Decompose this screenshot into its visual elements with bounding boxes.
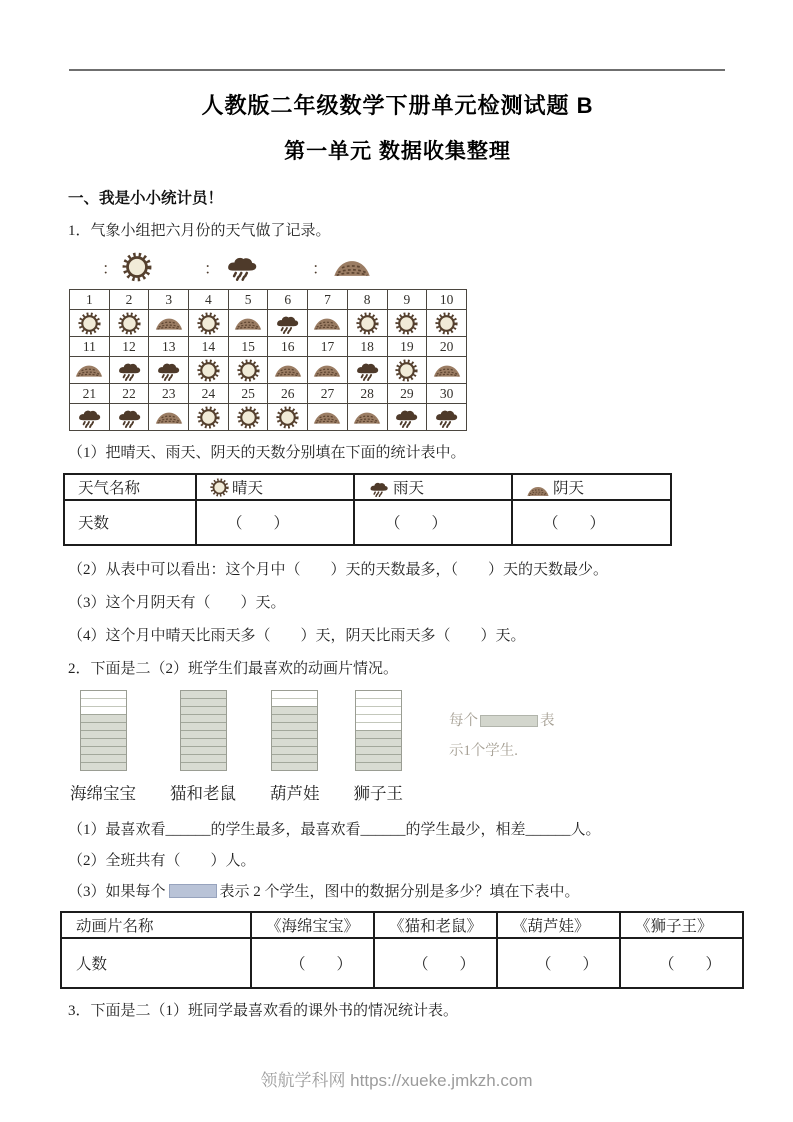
sun-icon <box>118 312 141 335</box>
cloudy-icon <box>526 484 550 497</box>
sun-icon <box>197 406 220 429</box>
calendar-day-number: 19 <box>387 337 427 357</box>
weather-calendar <box>69 289 467 431</box>
pictograph-cell <box>81 762 126 770</box>
pictograph-category-label: 葫芦娃 <box>270 783 320 803</box>
q2-sub3: （3）如果每个 表示 2 个学生，图中的数据分别是多少？填在下表中。 <box>68 884 580 900</box>
films-header: 《葫芦娃》 <box>497 912 620 938</box>
pictograph-cell <box>181 722 226 730</box>
calendar-day-number: 28 <box>347 384 387 404</box>
calendar-weather-cell <box>427 310 467 337</box>
calendar-weather-cell <box>308 310 348 337</box>
pictograph-cell <box>81 730 126 738</box>
cloudy-icon <box>154 409 184 425</box>
legend-colon: ： <box>102 260 119 278</box>
calendar-weather-cell <box>387 357 427 384</box>
calendar-day-number: 29 <box>387 384 427 404</box>
cloudy-icon <box>352 409 382 425</box>
legend-colon: ： <box>312 260 329 278</box>
calendar-weather-cell <box>347 404 387 431</box>
cloudy-icon <box>74 362 104 378</box>
calendar-weather-cell <box>347 357 387 384</box>
pictograph-column <box>354 690 404 804</box>
calendar-day-number: 18 <box>347 337 387 357</box>
calendar-day-number: 27 <box>308 384 348 404</box>
calendar-day-number: 24 <box>189 384 229 404</box>
pictograph-cell <box>181 762 226 770</box>
rain-cloud-icon <box>116 360 143 381</box>
q1-sub4: （4）这个月中晴天比雨天多（ ）天，阴天比雨天多（ ）天。 <box>68 628 526 644</box>
films-row-label: 人数 <box>61 938 251 988</box>
pictograph-legend-line1: 每个 表 <box>449 712 555 729</box>
calendar-weather-cell <box>149 404 189 431</box>
calendar-weather-cell <box>109 404 149 431</box>
pictograph-cell <box>181 698 226 706</box>
calendar-weather-cell <box>228 404 268 431</box>
calendar-day-number: 23 <box>149 384 189 404</box>
pictograph-cell <box>272 746 317 754</box>
calendar-weather-cell <box>189 310 229 337</box>
calendar-day-number: 26 <box>268 384 308 404</box>
page-subtitle: 第一单元 数据收集整理 <box>284 140 511 163</box>
calendar-weather-cell <box>268 310 308 337</box>
cloudy-icon <box>233 315 263 331</box>
films-header: 《海绵宝宝》 <box>251 912 374 938</box>
pictograph-cell <box>356 706 401 714</box>
rain-cloud-icon <box>393 407 420 428</box>
sun-icon <box>78 312 101 335</box>
films-answer-blank: （ ） <box>620 938 743 988</box>
pictograph-cell <box>272 762 317 770</box>
legend-colon: ： <box>204 260 221 278</box>
films-answer-blank: （ ） <box>251 938 374 988</box>
films-corner-label: 动画片名称 <box>61 912 251 938</box>
pictograph-cell <box>356 730 401 738</box>
pictograph-stack <box>80 690 127 771</box>
sun-icon <box>237 406 260 429</box>
films-answer-blank: （ ） <box>497 938 620 988</box>
calendar-day-number: 5 <box>228 290 268 310</box>
calendar-weather-cell <box>387 310 427 337</box>
calendar-weather-cell <box>387 404 427 431</box>
pictograph-legend-line2: 示1个学生. <box>449 742 518 759</box>
cloudy-icon <box>312 362 342 378</box>
calendar-day-number: 11 <box>70 337 110 357</box>
pictograph-cell <box>356 698 401 706</box>
q3-intro: 3．下面是二（1）班同学最喜欢看的课外书的情况统计表。 <box>68 1003 459 1020</box>
stats-header-label: 晴天 <box>232 479 264 497</box>
pictograph-cell <box>272 722 317 730</box>
calendar-day-number: 21 <box>70 384 110 404</box>
pictograph-cell <box>272 691 317 698</box>
pictograph-cell <box>81 698 126 706</box>
stats-answer-blank-cloudy: （ ） <box>512 500 671 545</box>
pictograph-cell <box>181 691 226 698</box>
highlighted-block <box>169 884 217 898</box>
legend-item-sun <box>102 252 152 282</box>
pictograph-cell <box>181 706 226 714</box>
calendar-day-number: 14 <box>189 337 229 357</box>
pictograph-cell <box>356 754 401 762</box>
stats-answer-blank-sun: （ ） <box>196 500 354 545</box>
pictograph-cell <box>81 746 126 754</box>
stats-header-rain <box>354 474 512 500</box>
legend-item-cloudy <box>312 256 372 279</box>
q2-sub1: （1）最喜欢看______的学生最多，最喜欢看______的学生最少，相差______人。 <box>68 821 601 838</box>
rain-cloud-icon <box>433 407 460 428</box>
calendar-weather-cell <box>149 357 189 384</box>
calendar-weather-cell <box>70 404 110 431</box>
rain-cloud-icon <box>274 313 301 334</box>
calendar-day-number: 17 <box>308 337 348 357</box>
pictograph-category-label: 狮子王 <box>353 783 403 803</box>
pictograph-stack <box>271 690 318 771</box>
calendar-day-number: 30 <box>427 384 467 404</box>
page-title: 人教版二年级数学下册单元检测试题 B <box>201 93 594 118</box>
calendar-day-number: 8 <box>347 290 387 310</box>
calendar-day-number: 2 <box>109 290 149 310</box>
pictograph-cell <box>272 730 317 738</box>
cloudy-icon <box>273 362 303 378</box>
sun-icon <box>395 359 418 382</box>
rain-cloud-icon <box>224 253 260 281</box>
calendar-weather-cell <box>347 310 387 337</box>
stats-answer-blank-rain: （ ） <box>354 500 512 545</box>
calendar-day-number: 16 <box>268 337 308 357</box>
calendar-weather-cell <box>228 310 268 337</box>
calendar-weather-cell <box>189 404 229 431</box>
q2-intro: 2．下面是二（2）班学生们最喜欢的动画片情况。 <box>68 661 399 678</box>
pictograph-cell <box>356 738 401 746</box>
sun-icon <box>435 312 458 335</box>
pictograph-legend <box>449 690 555 767</box>
calendar-weather-cell <box>70 357 110 384</box>
weather-stats-table <box>63 473 672 546</box>
rain-cloud-icon <box>116 407 143 428</box>
pictograph-cell <box>181 754 226 762</box>
pictograph-column <box>270 690 320 804</box>
pictograph-cell <box>356 714 401 722</box>
rain-cloud-icon <box>76 407 103 428</box>
sun-icon <box>197 312 220 335</box>
pictograph-cell <box>272 714 317 722</box>
pictograph-cell <box>181 746 226 754</box>
pictograph-cell <box>181 738 226 746</box>
calendar-day-number: 4 <box>189 290 229 310</box>
pictograph <box>70 690 727 804</box>
cloudy-icon <box>432 362 462 378</box>
stats-header-cloudy <box>512 474 671 500</box>
calendar-weather-cell <box>189 357 229 384</box>
pictograph-columns <box>70 690 437 804</box>
stats-header-sun <box>196 474 354 500</box>
films-answer-blank: （ ） <box>374 938 497 988</box>
weather-legend <box>102 249 727 285</box>
pictograph-column <box>170 690 236 804</box>
calendar-day-number: 22 <box>109 384 149 404</box>
calendar-weather-cell <box>109 310 149 337</box>
sun-icon <box>210 478 229 497</box>
calendar-day-number: 25 <box>228 384 268 404</box>
films-header: 《猫和老鼠》 <box>374 912 497 938</box>
cloudy-icon <box>154 315 184 331</box>
stats-corner-label: 天气名称 <box>64 474 196 500</box>
section-heading: 一、我是小小统计员！ <box>68 190 224 207</box>
pictograph-cell <box>272 738 317 746</box>
pictograph-cell <box>356 722 401 730</box>
cloudy-icon <box>312 409 342 425</box>
calendar-weather-cell <box>109 357 149 384</box>
pictograph-cell <box>81 706 126 714</box>
pictograph-stack <box>355 690 402 771</box>
pictograph-cell <box>272 706 317 714</box>
calendar-day-number: 7 <box>308 290 348 310</box>
calendar-day-number: 6 <box>268 290 308 310</box>
rain-cloud-icon <box>368 480 390 497</box>
pictograph-cell <box>272 754 317 762</box>
sun-icon <box>197 359 220 382</box>
sun-icon <box>395 312 418 335</box>
calendar-weather-cell <box>308 404 348 431</box>
calendar-weather-cell <box>268 404 308 431</box>
sun-icon <box>122 252 152 282</box>
legend-item-rain <box>204 253 260 281</box>
pictograph-cell <box>272 698 317 706</box>
calendar-weather-cell <box>70 310 110 337</box>
q1-intro: 1．气象小组把六月份的天气做了记录。 <box>68 223 331 239</box>
sun-icon <box>237 359 260 382</box>
calendar-day-number: 10 <box>427 290 467 310</box>
rain-cloud-icon <box>155 360 182 381</box>
q1-sub1: （1）把晴天、雨天、阴天的天数分别填在下面的统计表中。 <box>68 445 466 462</box>
cloudy-icon <box>332 256 372 278</box>
pictograph-category-label: 猫和老鼠 <box>170 783 236 803</box>
calendar-day-number: 1 <box>70 290 110 310</box>
pictograph-cell <box>181 714 226 722</box>
pictograph-column <box>70 690 136 804</box>
calendar-weather-cell <box>427 357 467 384</box>
pictograph-cell <box>181 730 226 738</box>
calendar-day-number: 20 <box>427 337 467 357</box>
calendar-day-number: 12 <box>109 337 149 357</box>
pictograph-cell <box>81 754 126 762</box>
pictograph-cell <box>81 691 126 698</box>
calendar-weather-cell <box>268 357 308 384</box>
calendar-day-number: 3 <box>149 290 189 310</box>
calendar-weather-cell <box>427 404 467 431</box>
calendar-weather-cell <box>308 357 348 384</box>
stats-header-label: 雨天 <box>393 479 425 497</box>
pictograph-category-label: 海绵宝宝 <box>70 783 136 803</box>
pictograph-cell <box>356 762 401 770</box>
films-table <box>60 911 744 989</box>
pictograph-cell <box>81 714 126 722</box>
calendar-day-number: 9 <box>387 290 427 310</box>
top-rule <box>69 69 725 71</box>
calendar-weather-cell <box>228 357 268 384</box>
sun-icon <box>356 312 379 335</box>
legend-unit-block <box>480 715 538 727</box>
q2-sub2: （2）全班共有（ ）人。 <box>68 852 256 869</box>
site-watermark: 领航学科网 https://xueke.jmkzh.com <box>260 1071 533 1090</box>
stats-row-label: 天数 <box>64 500 196 545</box>
pictograph-cell <box>81 738 126 746</box>
calendar-day-number: 13 <box>149 337 189 357</box>
stats-header-label: 阴天 <box>553 479 585 497</box>
pictograph-cell <box>356 691 401 698</box>
rain-cloud-icon <box>354 360 381 381</box>
sun-icon <box>276 406 299 429</box>
q1-sub2: （2）从表中可以看出：这个月中（ ）天的天数最多，（ ）天的天数最少。 <box>68 561 609 578</box>
cloudy-icon <box>312 315 342 331</box>
pictograph-cell <box>81 722 126 730</box>
calendar-weather-cell <box>149 310 189 337</box>
pictograph-stack <box>180 690 227 771</box>
pictograph-cell <box>356 746 401 754</box>
q1-sub3: （3）这个月阴天有（ ）天。 <box>68 594 286 611</box>
calendar-day-number: 15 <box>228 337 268 357</box>
films-header: 《狮子王》 <box>620 912 743 938</box>
